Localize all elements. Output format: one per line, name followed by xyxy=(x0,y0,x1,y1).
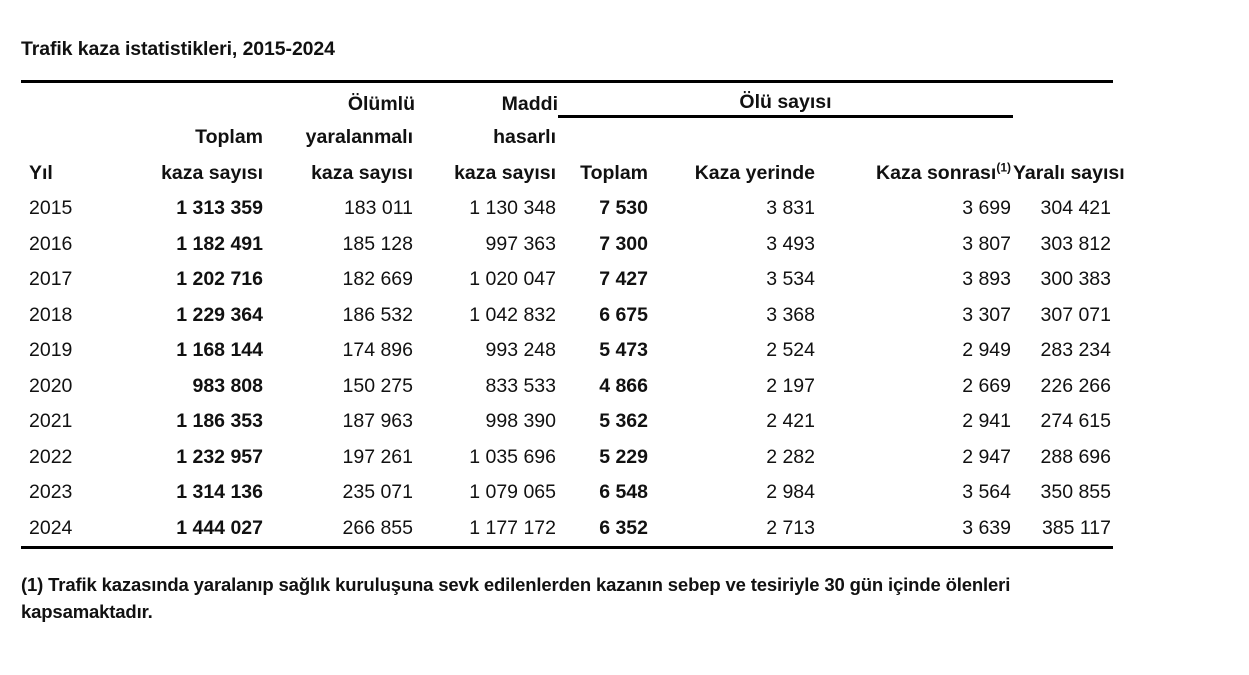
header-kaza-sonrasi-label: Kaza sonrası xyxy=(876,162,997,184)
table-row xyxy=(21,298,1113,334)
header-maddi-line1: Maddi xyxy=(501,92,558,115)
header-row-line1 xyxy=(21,83,1113,117)
cell-yarali-sayisi: 226 266 xyxy=(1040,374,1111,397)
table-row xyxy=(21,191,1113,227)
cell-olu-sayisi-toplam: 5 473 xyxy=(599,339,648,362)
cell-year: 2019 xyxy=(29,339,73,362)
header-spacer-year xyxy=(21,83,117,117)
table-row xyxy=(21,475,1113,511)
header-spacer-toplam xyxy=(117,83,265,117)
cell-olu-sayisi-toplam: 4 866 xyxy=(599,374,648,397)
header-spacer-kaza-sonrasi xyxy=(817,117,1013,151)
header-row-base xyxy=(21,150,1113,191)
cell-olumlu-yaralanmali-kaza-sayisi: 187 963 xyxy=(342,410,413,433)
cell-olu-sayisi-kaza-sonrasi: 3 699 xyxy=(962,197,1011,220)
cell-olu-sayisi-kaza-yerinde: 3 831 xyxy=(766,197,815,220)
cell-olu-sayisi-toplam: 6 352 xyxy=(599,516,648,539)
cell-olumlu-yaralanmali-kaza-sayisi: 185 128 xyxy=(342,232,413,255)
cell-olumlu-yaralanmali-kaza-sayisi: 183 011 xyxy=(343,197,413,220)
cell-maddi-hasarli-kaza-sayisi: 1 020 047 xyxy=(469,268,556,291)
header-spacer-kaza-yerinde xyxy=(650,117,817,151)
cell-maddi-hasarli-kaza-sayisi: 1 177 172 xyxy=(469,516,556,539)
cell-olumlu-yaralanmali-kaza-sayisi: 197 261 xyxy=(342,445,413,468)
cell-olumlu-yaralanmali-kaza-sayisi: 235 071 xyxy=(342,481,413,504)
cell-yarali-sayisi: 283 234 xyxy=(1040,339,1111,362)
header-yarali-sayisi: Yaralı sayısı xyxy=(1013,162,1125,184)
cell-olumlu-yaralanmali-kaza-sayisi: 186 532 xyxy=(342,303,413,326)
table-footnote: (1) Trafik kazasında yaralanıp sağlık kuruluşuna sevk edilenlerden kazanın sebep ve tesiriyle 30 gün içinde ölenleri kapsamaktadır. xyxy=(21,574,1011,622)
cell-maddi-hasarli-kaza-sayisi: 1 042 832 xyxy=(469,303,556,326)
cell-olu-sayisi-kaza-sonrasi: 3 807 xyxy=(962,232,1011,255)
cell-olu-sayisi-kaza-sonrasi: 3 893 xyxy=(962,268,1011,291)
cell-toplam-kaza-sayisi: 983 808 xyxy=(192,374,263,397)
cell-maddi-hasarli-kaza-sayisi: 833 533 xyxy=(485,374,556,397)
table-header xyxy=(21,82,1125,192)
header-year: Yıl xyxy=(29,162,53,184)
cell-toplam-kaza-sayisi: 1 313 359 xyxy=(176,197,263,220)
cell-year: 2024 xyxy=(29,516,73,539)
header-spacer-yarali-1 xyxy=(1013,83,1113,117)
cell-yarali-sayisi: 350 855 xyxy=(1040,481,1111,504)
header-spacer-year-2 xyxy=(21,117,117,151)
cell-olu-sayisi-toplam: 5 229 xyxy=(599,445,648,468)
page-title: Trafik kaza istatistikleri, 2015-2024 xyxy=(21,38,335,60)
cell-maddi-hasarli-kaza-sayisi: 1 035 696 xyxy=(469,445,556,468)
cell-olu-sayisi-kaza-yerinde: 2 197 xyxy=(766,374,815,397)
cell-olu-sayisi-kaza-sonrasi: 3 639 xyxy=(962,516,1011,539)
cell-maddi-hasarli-kaza-sayisi: 1 079 065 xyxy=(469,481,556,504)
cell-yarali-sayisi: 385 117 xyxy=(1041,516,1111,539)
cell-toplam-kaza-sayisi: 1 229 364 xyxy=(176,303,263,326)
cell-olu-sayisi-kaza-sonrasi: 2 669 xyxy=(962,374,1011,397)
cell-yarali-sayisi: 274 615 xyxy=(1040,410,1111,433)
table-body xyxy=(21,191,1113,548)
table-row xyxy=(21,333,1113,369)
cell-year: 2016 xyxy=(29,232,73,255)
cell-maddi-hasarli-kaza-sayisi: 998 390 xyxy=(485,410,556,433)
cell-olu-sayisi-kaza-yerinde: 2 984 xyxy=(766,481,815,504)
header-kaza-sonrasi xyxy=(817,150,1013,191)
cell-year: 2018 xyxy=(29,303,73,326)
header-maddi-line3: kaza sayısı xyxy=(454,162,556,184)
cell-maddi-hasarli-kaza-sayisi: 1 130 348 xyxy=(469,197,556,220)
header-olumlu-line3: kaza sayısı xyxy=(311,162,413,184)
cell-olu-sayisi-toplam: 7 530 xyxy=(599,197,648,220)
cell-olu-sayisi-kaza-sonrasi: 3 307 xyxy=(962,303,1011,326)
cell-maddi-hasarli-kaza-sayisi: 997 363 xyxy=(485,232,556,255)
cell-olu-sayisi-toplam: 5 362 xyxy=(599,410,648,433)
cell-olu-sayisi-kaza-yerinde: 2 713 xyxy=(766,516,815,539)
cell-olu-sayisi-toplam: 6 675 xyxy=(599,303,648,326)
header-spacer-olu-toplam xyxy=(558,117,650,151)
table-row xyxy=(21,369,1113,405)
cell-year: 2020 xyxy=(29,374,73,397)
cell-olu-sayisi-toplam: 7 300 xyxy=(599,232,648,255)
cell-yarali-sayisi: 288 696 xyxy=(1040,445,1111,468)
header-row-line2 xyxy=(21,117,1113,151)
cell-toplam-kaza-sayisi: 1 202 716 xyxy=(176,268,263,291)
header-spacer-yarali-2 xyxy=(1013,117,1113,151)
cell-toplam-kaza-sayisi: 1 168 144 xyxy=(176,339,263,362)
cell-olu-sayisi-kaza-yerinde: 3 368 xyxy=(766,303,815,326)
cell-olu-sayisi-kaza-yerinde: 2 524 xyxy=(766,339,815,362)
header-toplam-kaza-line1: Toplam xyxy=(195,126,263,148)
cell-olu-sayisi-kaza-yerinde: 3 534 xyxy=(766,268,815,291)
cell-olu-sayisi-toplam: 7 427 xyxy=(599,268,648,291)
header-maddi-line2: hasarlı xyxy=(493,126,556,148)
cell-toplam-kaza-sayisi: 1 182 491 xyxy=(176,232,263,255)
cell-yarali-sayisi: 304 421 xyxy=(1040,197,1111,220)
cell-yarali-sayisi: 300 383 xyxy=(1040,268,1111,291)
cell-year: 2021 xyxy=(29,410,73,433)
cell-olu-sayisi-kaza-sonrasi: 2 947 xyxy=(962,445,1011,468)
cell-maddi-hasarli-kaza-sayisi: 993 248 xyxy=(485,339,556,362)
cell-toplam-kaza-sayisi: 1 314 136 xyxy=(176,481,263,504)
header-group-olu-sayisi: Ölü sayısı xyxy=(558,83,1013,117)
table-row xyxy=(21,404,1113,440)
cell-year: 2017 xyxy=(29,268,73,291)
table-row xyxy=(21,262,1113,298)
table-bottom-rule xyxy=(21,548,1113,550)
cell-year: 2022 xyxy=(29,445,73,468)
cell-olu-sayisi-toplam: 6 548 xyxy=(599,481,648,504)
header-olumlu-line1: Ölümlü xyxy=(347,92,415,115)
cell-toplam-kaza-sayisi: 1 444 027 xyxy=(176,516,263,539)
statistics-table-container xyxy=(21,80,1125,549)
traffic-accident-statistics-table xyxy=(21,80,1125,549)
cell-olu-sayisi-kaza-yerinde: 2 282 xyxy=(766,445,815,468)
cell-olumlu-yaralanmali-kaza-sayisi: 266 855 xyxy=(342,516,413,539)
table-row xyxy=(21,440,1113,476)
header-olumlu-line2: yaralanmalı xyxy=(305,126,413,148)
cell-olumlu-yaralanmali-kaza-sayisi: 150 275 xyxy=(342,374,413,397)
cell-olumlu-yaralanmali-kaza-sayisi: 174 896 xyxy=(342,339,413,362)
table-footer xyxy=(21,548,1113,550)
cell-yarali-sayisi: 303 812 xyxy=(1040,232,1111,255)
cell-toplam-kaza-sayisi: 1 232 957 xyxy=(176,445,263,468)
cell-olu-sayisi-kaza-sonrasi: 2 949 xyxy=(962,339,1011,362)
header-toplam-kaza-line2: kaza sayısı xyxy=(161,162,263,184)
cell-olu-sayisi-kaza-sonrasi: 3 564 xyxy=(962,481,1011,504)
cell-olu-sayisi-kaza-sonrasi: 2 941 xyxy=(962,410,1011,433)
header-kaza-yerinde: Kaza yerinde xyxy=(694,162,815,184)
cell-year: 2015 xyxy=(29,197,73,220)
table-row xyxy=(21,511,1113,548)
cell-yarali-sayisi: 307 071 xyxy=(1040,303,1111,326)
cell-toplam-kaza-sayisi: 1 186 353 xyxy=(176,410,263,433)
cell-olu-sayisi-kaza-yerinde: 2 421 xyxy=(766,410,815,433)
cell-olumlu-yaralanmali-kaza-sayisi: 182 669 xyxy=(342,268,413,291)
footnote-marker-1: (1) xyxy=(996,160,1011,175)
header-olu-toplam: Toplam xyxy=(580,162,648,184)
table-row xyxy=(21,227,1113,263)
cell-olu-sayisi-kaza-yerinde: 3 493 xyxy=(766,232,815,255)
cell-year: 2023 xyxy=(29,481,73,504)
